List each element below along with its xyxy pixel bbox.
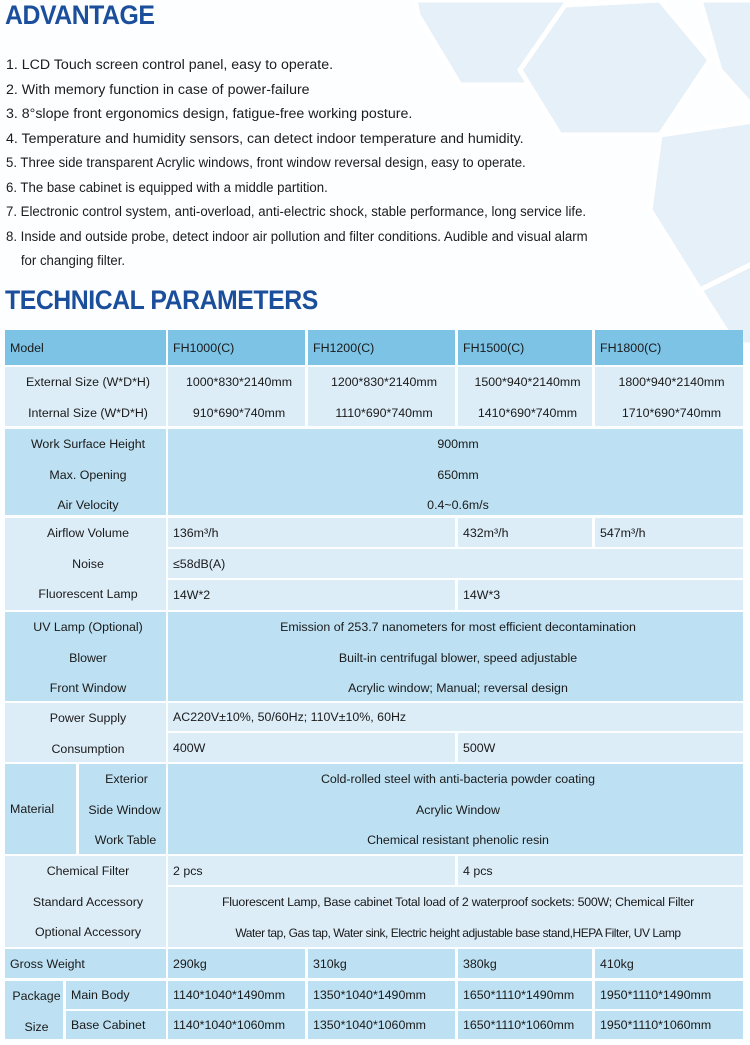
chemical-filter-value-1: 2 pcs bbox=[168, 856, 455, 885]
max-opening-value: 650mm bbox=[437, 467, 479, 482]
material-exterior-label: Exterior bbox=[105, 772, 148, 786]
standard-accessory-value: Fluorescent Lamp, Base cabinet Total load of 2 waterproof sockets: 500W; Chemical Filter bbox=[221, 895, 695, 909]
material-work-table-label: Work Table bbox=[94, 833, 157, 848]
material-side-window-label: Side Window bbox=[88, 802, 161, 817]
main-body-label: Main Body bbox=[66, 981, 166, 1009]
workspace-labels bbox=[5, 429, 166, 515]
noise-label: Noise bbox=[72, 556, 104, 571]
advantage-item: 7. Electronic control system, anti-overload, anti-electric shock, stable performance, long service life. bbox=[6, 204, 587, 220]
technical-parameters-title: TECHNICAL PARAMETERS bbox=[5, 285, 318, 315]
consumption-label: Consumption bbox=[51, 741, 125, 756]
base-cabinet-value-2: 1350*1040*1060mm bbox=[308, 1011, 455, 1039]
gross-weight-value-1: 290kg bbox=[168, 949, 305, 978]
base-cabinet-value-3: 1650*1110*1060mm bbox=[458, 1011, 592, 1039]
material-sub-labels bbox=[79, 764, 166, 854]
fluorescent-lamp-value-1: 14W*2 bbox=[168, 580, 455, 610]
workspace-values bbox=[168, 429, 743, 515]
external-size-label: External Size (W*D*H) bbox=[26, 375, 150, 389]
optional-accessory-value: Water tap, Gas tap, Water sink, Electric height adjustable base stand,HEPA Filter, UV Lamp bbox=[235, 925, 681, 940]
main-body-value-1: 1140*1040*1490mm bbox=[168, 981, 305, 1009]
base-cabinet-value-1: 1140*1040*1060mm bbox=[168, 1011, 305, 1039]
package-size-label bbox=[5, 981, 63, 1039]
material-label: Material bbox=[5, 764, 76, 854]
base-cabinet-label: Base Cabinet bbox=[66, 1011, 166, 1039]
material-work-table-value: Chemical resistant phenolic resin bbox=[367, 833, 549, 848]
advantage-title: ADVANTAGE bbox=[5, 0, 155, 30]
size-labels bbox=[5, 367, 166, 426]
airflow-volume-label: Airflow Volume bbox=[47, 526, 129, 541]
external-size-value: 1000*830*2140mm bbox=[185, 375, 293, 389]
header-model-2: FH1200(C) bbox=[308, 330, 455, 365]
chemical-filter-label: Chemical Filter bbox=[46, 864, 130, 878]
size-col-2 bbox=[308, 367, 455, 426]
power-supply-value: AC220V±10%, 50/60Hz; 110V±10%, 60Hz bbox=[168, 703, 743, 731]
airflow-volume-value-2: 432m³/h bbox=[458, 518, 592, 547]
advantage-item: 6. The base cabinet is equipped with a middle partition. bbox=[6, 179, 328, 196]
advantage-item: 4. Temperature and humidity sensors, can detect indoor temperature and humidity. bbox=[6, 130, 524, 147]
power-labels bbox=[5, 703, 166, 762]
internal-size-label: Internal Size (W*D*H) bbox=[28, 405, 148, 420]
internal-size-value: 910*690*740mm bbox=[192, 405, 286, 420]
work-surface-height-label: Work Surface Height bbox=[30, 437, 146, 451]
airflow-labels bbox=[5, 518, 166, 610]
main-body-value-2: 1350*1040*1490mm bbox=[308, 981, 455, 1009]
blower-label: Blower bbox=[69, 650, 107, 665]
size-col-3 bbox=[458, 367, 592, 426]
power-supply-label: Power Supply bbox=[49, 711, 127, 725]
chemical-filter-value-2: 4 pcs bbox=[458, 856, 743, 885]
internal-size-value: 1710*690*740mm bbox=[621, 405, 722, 420]
advantage-item: 5. Three side transparent Acrylic windows, front window reversal design, easy to operate. bbox=[6, 155, 526, 171]
airflow-volume-value-1: 136m³/h bbox=[168, 518, 455, 547]
base-cabinet-value-4: 1950*1110*1060mm bbox=[595, 1011, 743, 1039]
external-size-value: 1800*940*2140mm bbox=[618, 375, 725, 389]
standard-accessory-label: Standard Accessory bbox=[32, 894, 144, 909]
consumption-value-2: 500W bbox=[458, 733, 743, 762]
gross-weight-label: Gross Weight bbox=[5, 949, 166, 978]
advantage-item: 8. Inside and outside probe, detect indoor air pollution and filter conditions. Audible and visual alarm bbox=[6, 228, 588, 245]
optional-accessory-label: Optional Accessory bbox=[34, 925, 142, 940]
header-model-label: Model bbox=[5, 330, 166, 365]
max-opening-label: Max. Opening bbox=[49, 467, 127, 482]
uv-values bbox=[168, 612, 743, 701]
advantage-item: 3. 8°slope front ergonomics design, fatigue-free working posture. bbox=[6, 106, 413, 122]
header-model-1: FH1000(C) bbox=[168, 330, 305, 365]
material-values bbox=[168, 764, 743, 854]
main-body-value-3: 1650*1110*1490mm bbox=[458, 981, 592, 1009]
size-col-4 bbox=[595, 367, 743, 426]
material-side-window-value: Acrylic Window bbox=[416, 802, 500, 817]
accessory-values bbox=[168, 887, 743, 947]
uv-lamp-label: UV Lamp (Optional) bbox=[33, 620, 143, 634]
advantage-item-continuation: for changing filter. bbox=[20, 253, 126, 269]
uv-labels bbox=[5, 612, 166, 701]
header-model-3: FH1500(C) bbox=[458, 330, 592, 365]
size-col-1 bbox=[168, 367, 305, 426]
work-surface-height-value: 900mm bbox=[437, 437, 479, 451]
fluorescent-lamp-value-2: 14W*3 bbox=[458, 580, 743, 610]
external-size-value: 1200*830*2140mm bbox=[330, 375, 438, 389]
gross-weight-value-3: 380kg bbox=[458, 949, 592, 978]
noise-value: ≤58dB(A) bbox=[168, 549, 743, 578]
uv-lamp-value: Emission of 253.7 nanometers for most efficient decontamination bbox=[280, 620, 636, 634]
advantage-item: 2. With memory function in case of power-failure bbox=[6, 81, 310, 98]
gross-weight-value-2: 310kg bbox=[308, 949, 455, 978]
front-window-value: Acrylic window; Manual; reversal design bbox=[348, 681, 568, 696]
gross-weight-value-4: 410kg bbox=[595, 949, 743, 978]
main-body-value-4: 1950*1110*1490mm bbox=[595, 981, 743, 1009]
air-velocity-label: Air Velocity bbox=[57, 498, 119, 513]
accessory-labels bbox=[5, 856, 166, 947]
external-size-value: 1500*940*2140mm bbox=[474, 375, 581, 389]
header-model-4: FH1800(C) bbox=[595, 330, 743, 365]
internal-size-value: 1410*690*740mm bbox=[477, 405, 578, 420]
material-exterior-value: Cold-rolled steel with anti-bacteria powder coating bbox=[320, 772, 596, 786]
fluorescent-lamp-label: Fluorescent Lamp bbox=[38, 587, 138, 602]
package-label-line2: Size bbox=[24, 1019, 49, 1034]
airflow-volume-value-3: 547m³/h bbox=[595, 518, 743, 547]
air-velocity-value: 0.4~0.6m/s bbox=[427, 498, 489, 513]
package-label-line1: Package bbox=[12, 989, 61, 1003]
consumption-value-1: 400W bbox=[168, 733, 455, 762]
advantage-item: 1. LCD Touch screen control panel, easy to operate. bbox=[6, 57, 334, 73]
front-window-label: Front Window bbox=[49, 681, 127, 696]
blower-value: Built-in centrifugal blower, speed adjustable bbox=[338, 650, 578, 665]
internal-size-value: 1110*690*740mm bbox=[335, 405, 433, 420]
advantage-list bbox=[6, 53, 726, 274]
